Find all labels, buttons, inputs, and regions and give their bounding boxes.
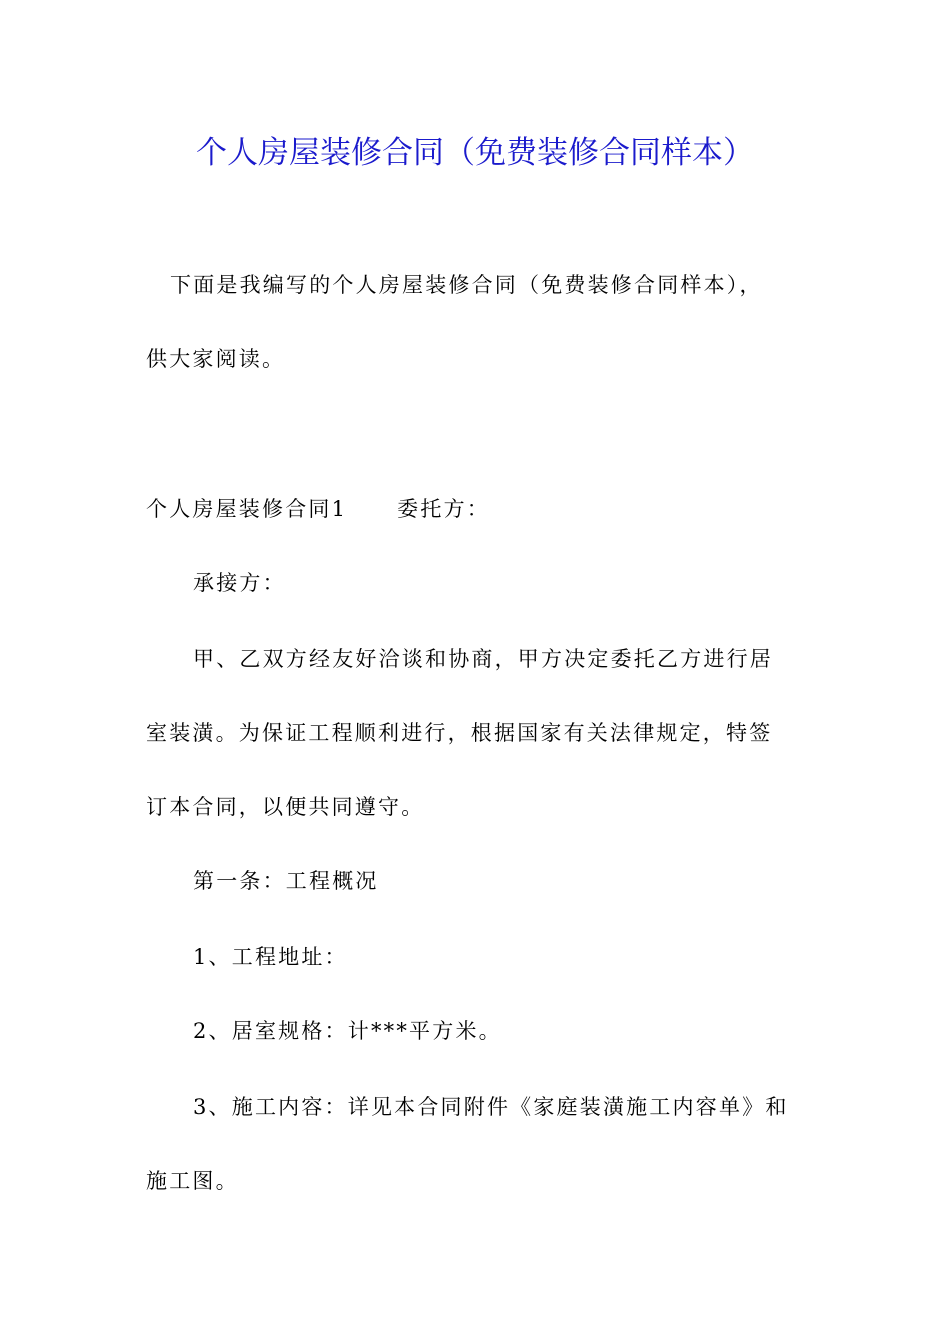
preamble-line-3: 订本合同，以便共同遵守。 [146,795,425,819]
preamble-line-2: 室装潢。为保证工程顺利进行，根据国家有关法律规定，特签 [146,721,773,745]
article-1-item-3-line-2: 施工图。 [146,1169,239,1193]
contractor-label: 承接方： [193,571,286,595]
article-1-item-2: 2、居室规格：计***平方米。 [193,1019,502,1043]
article-1-item-1: 1、工程地址： [193,945,348,969]
article-1-heading: 第一条：工程概况 [193,869,379,893]
section-heading-row [146,494,490,524]
section-heading: 个人房屋装修合同1 [146,497,348,521]
preamble-line-1: 甲、乙双方经友好洽谈和协商，甲方决定委托乙方进行居 [193,647,773,671]
client-label: 委托方： [397,497,490,521]
intro-line-2: 供大家阅读。 [146,347,286,371]
intro-line-1: 下面是我编写的个人房屋装修合同（免费装修合同样本）， [170,273,763,297]
document-title: 个人房屋装修合同（免费装修合同样本） [196,135,754,171]
article-1-item-3-line-1: 3、施工内容：详见本合同附件《家庭装潢施工内容单》和 [193,1095,789,1119]
